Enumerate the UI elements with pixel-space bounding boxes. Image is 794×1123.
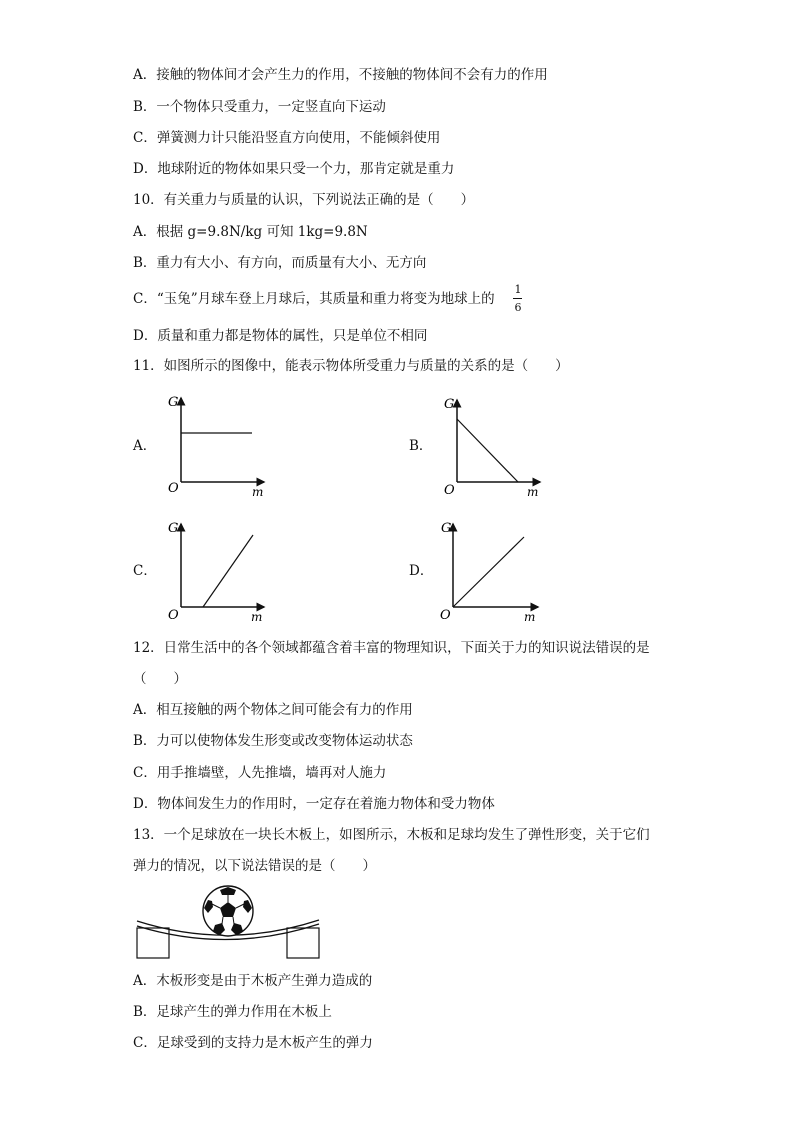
axis-label-g: G	[168, 521, 179, 536]
q9-option-b: B．一个物体只受重力，一定竖直向下运动	[133, 99, 386, 115]
q11-stem: 11．如图所示的图像中，能表示物体所受重力与质量的关系的是（ ）	[133, 358, 569, 374]
q13-stem-line1: 13．一个足球放在一块长木板上，如图所示，木板和足球均发生了弹性形变，关于它们	[133, 827, 650, 843]
q11-label-d: D．	[409, 563, 434, 579]
q12-option-a: A．相互接触的两个物体之间可能会有力的作用	[133, 702, 413, 718]
graph-line	[203, 535, 253, 607]
q12-option-d: D．物体间发生力的作用时，一定存在着施力物体和受力物体	[133, 796, 495, 812]
q9-option-d: D．地球附近的物体如果只受一个力，那肯定就是重力	[133, 161, 455, 177]
axis-label-g: G	[168, 395, 179, 410]
q12-option-c: C．用手推墙壁，人先推墙，墙再对人施力	[133, 765, 387, 781]
graph-d	[438, 516, 548, 626]
q9-option-c: C．弹簧测力计只能沿竖直方向使用，不能倾斜使用	[133, 130, 441, 146]
q10-option-b: B．重力有大小、有方向，而质量有大小、无方向	[133, 255, 427, 271]
axis-label-m: m	[524, 610, 536, 624]
q10-stem: 10．有关重力与质量的认识，下列说法正确的是（ ）	[133, 192, 475, 208]
right-support-block	[287, 928, 319, 958]
q9-option-a: A．接触的物体间才会产生力的作用，不接触的物体间不会有力的作用	[133, 67, 548, 83]
q10-option-c: C．“玉兔”月球车登上月球后，其质量和重力将变为地球上的	[133, 291, 495, 307]
graph-line	[457, 419, 518, 482]
q10-option-a: A．根据 g=9.8N/kg 可知 1kg=9.8N	[133, 224, 368, 240]
origin-label: O	[440, 608, 451, 623]
q11-label-a: A．	[133, 438, 157, 454]
fraction-numerator: 1	[514, 283, 522, 296]
q13-stem-line2: 弹力的情况，以下说法错误的是（ ）	[133, 858, 376, 874]
fraction-bar	[513, 298, 522, 299]
q11-label-c: C．	[133, 563, 157, 579]
origin-label: O	[444, 483, 455, 498]
axis-label-g: G	[444, 397, 455, 412]
q12-stem-line2: （ ）	[133, 671, 187, 687]
axis-label-m: m	[252, 485, 264, 499]
origin-label: O	[168, 481, 179, 496]
axis-label-g: G	[441, 521, 452, 536]
graph-b	[440, 392, 550, 502]
graph-a	[162, 390, 272, 500]
q12-stem-line1: 12．日常生活中的各个领域都蕴含着丰富的物理知识，下面关于力的知识说法错误的是	[133, 640, 650, 656]
football-icon	[203, 886, 253, 936]
q13-option-a: A．木板形变是由于木板产生弹力造成的	[133, 973, 373, 989]
football-on-board-figure	[130, 880, 330, 964]
q11-label-b: B．	[409, 438, 433, 454]
graph-c	[164, 516, 274, 626]
q13-option-c: C．足球受到的支持力是木板产生的弹力	[133, 1035, 373, 1051]
q13-option-b: B．足球产生的弹力作用在木板上	[133, 1004, 332, 1020]
origin-label: O	[168, 608, 179, 623]
q10-option-d: D．质量和重力都是物体的属性，只是单位不相同	[133, 328, 428, 344]
fraction-denominator: 6	[514, 301, 522, 314]
q12-option-b: B．力可以使物体发生形变或改变物体运动状态	[133, 733, 413, 749]
axis-label-m: m	[251, 610, 263, 624]
graph-line	[453, 537, 524, 607]
axis-label-m: m	[527, 485, 539, 499]
